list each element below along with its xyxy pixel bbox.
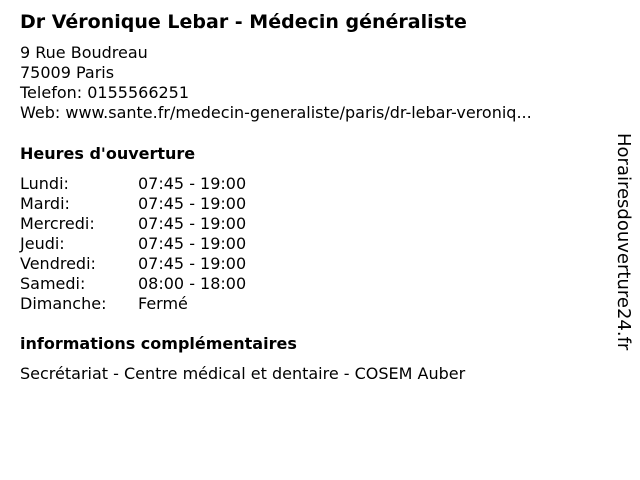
additional-info-text: Secrétariat - Centre médical et dentaire - COSEM Auber xyxy=(20,364,466,383)
phone-label: Telefon: xyxy=(20,83,83,102)
day-label: Dimanche: xyxy=(20,294,107,313)
day-hours: 08:00 - 18:00 xyxy=(138,274,247,293)
day-label: Vendredi: xyxy=(20,254,96,273)
address-block xyxy=(20,43,532,123)
day-label: Mardi: xyxy=(20,194,70,213)
additional-info-heading: informations complémentaires xyxy=(20,334,297,353)
day-hours: 07:45 - 19:00 xyxy=(138,234,247,253)
day-hours: 07:45 - 19:00 xyxy=(138,194,247,213)
web-link[interactable]: www.sante.fr/medecin-generaliste/paris/dr-lebar-veroniq... xyxy=(65,103,532,122)
page-title: Dr Véronique Lebar - Médecin généraliste xyxy=(20,11,467,33)
street-address: 9 Rue Boudreau xyxy=(20,43,148,62)
phone-number: 0155566251 xyxy=(87,83,190,102)
opening-hours-heading: Heures d'ouverture xyxy=(20,144,196,163)
day-label: Jeudi: xyxy=(20,234,65,253)
day-hours: 07:45 - 19:00 xyxy=(138,254,247,273)
day-hours: 07:45 - 19:00 xyxy=(138,214,247,233)
day-label: Samedi: xyxy=(20,274,86,293)
day-hours: Fermé xyxy=(138,294,188,313)
day-label: Lundi: xyxy=(20,174,69,193)
city-address: 75009 Paris xyxy=(20,63,115,82)
phone-line xyxy=(20,83,532,103)
web-line xyxy=(20,103,532,123)
day-hours: 07:45 - 19:00 xyxy=(138,174,247,193)
web-label: Web: xyxy=(20,103,61,122)
site-watermark: Horairesdouverture24.fr xyxy=(613,133,634,351)
day-label: Mercredi: xyxy=(20,214,95,233)
